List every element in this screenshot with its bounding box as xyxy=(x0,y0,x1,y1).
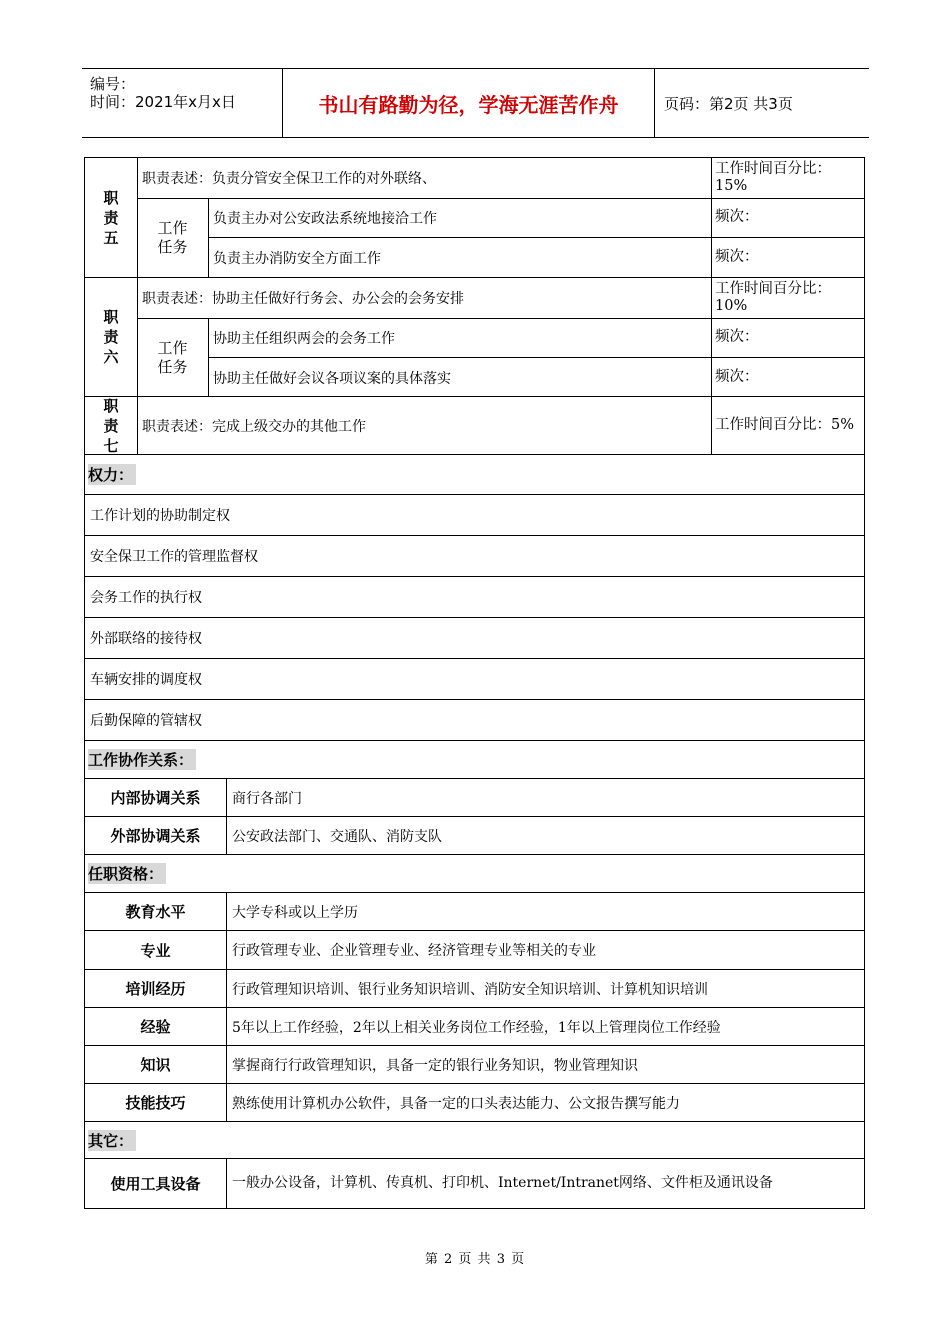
qualification-value: 5年以上工作经验，2年以上相关业务岗位工作经验，1年以上管理岗位工作经验 xyxy=(226,1008,864,1045)
page-header xyxy=(82,68,869,138)
duty-percent: 工作时间百分比： 10% xyxy=(711,278,864,318)
task-label: 工作 任务 xyxy=(137,198,209,277)
relation-value: 公安政法部门、交通队、消防支队 xyxy=(226,817,864,854)
relation-row xyxy=(85,778,864,816)
power-row xyxy=(85,576,864,617)
duty-label: 职 责 七 xyxy=(85,397,138,454)
qualification-label: 教育水平 xyxy=(125,903,186,921)
task-item: 协助主任组织两会的会务工作 xyxy=(213,330,395,347)
task-item: 负责主办对公安政法系统地接洽工作 xyxy=(213,210,437,227)
qualification-label: 培训经历 xyxy=(125,980,186,998)
power-item: 车辆安排的调度权 xyxy=(90,672,202,688)
qualification-value: 行政管理知识培训、银行业务知识培训、消防安全知识培训、计算机知识培训 xyxy=(226,970,864,1007)
power-row xyxy=(85,535,864,576)
relation-label: 内部协调关系 xyxy=(110,789,201,807)
duty-label: 职 责 六 xyxy=(85,278,138,396)
powers-title: 权力： xyxy=(88,464,136,485)
relations-section-header xyxy=(85,740,864,778)
qualification-row xyxy=(85,1045,864,1083)
other-row xyxy=(85,1158,864,1208)
qualification-row xyxy=(85,969,864,1007)
relation-label: 外部协调关系 xyxy=(110,827,201,845)
task-item: 负责主办消防安全方面工作 xyxy=(213,250,381,267)
job-description-table xyxy=(84,157,865,1209)
qualifications-title: 任职资格： xyxy=(88,863,166,884)
qualification-row xyxy=(85,930,864,969)
power-item: 安全保卫工作的管理监督权 xyxy=(90,549,258,565)
header-motto: 书山有路勤为径，学海无涯苦作舟 xyxy=(283,69,655,137)
qualification-value: 掌握商行行政管理知识，具备一定的银行业务知识，物业管理知识 xyxy=(226,1046,864,1083)
qualification-label: 专业 xyxy=(140,941,171,960)
relations-title: 工作协作关系： xyxy=(88,749,196,770)
duty-percent: 工作时间百分比： 15% xyxy=(711,158,864,198)
qualification-row xyxy=(85,892,864,930)
date-label: 时间：2021年x月x日 xyxy=(90,93,236,111)
qualification-label: 技能技巧 xyxy=(125,1094,186,1112)
header-meta xyxy=(82,69,283,137)
power-row xyxy=(85,699,864,740)
others-section-header xyxy=(85,1121,864,1158)
task-frequency: 频次： xyxy=(711,318,864,357)
qualification-row xyxy=(85,1083,864,1121)
relation-value: 商行各部门 xyxy=(226,779,864,816)
power-row xyxy=(85,494,864,535)
duty-description: 职责表述：完成上级交办的其他工作 xyxy=(142,418,366,435)
power-item: 工作计划的协助制定权 xyxy=(90,508,230,524)
duty-block-7 xyxy=(85,396,864,454)
task-frequency: 频次： xyxy=(711,238,864,277)
relation-row xyxy=(85,816,864,854)
task-frequency: 频次： xyxy=(711,358,864,397)
qualification-value: 大学专科或以上学历 xyxy=(226,893,864,930)
power-item: 后勤保障的管辖权 xyxy=(90,713,202,729)
duty-label: 职 责 五 xyxy=(85,158,138,277)
power-item: 会务工作的执行权 xyxy=(90,590,202,606)
power-row xyxy=(85,658,864,699)
qualification-label: 经验 xyxy=(140,1018,171,1036)
duty-description: 职责表述：协助主任做好行务会、办公会的会务安排 xyxy=(142,291,464,307)
other-value: 一般办公设备，计算机、传真机、打印机、Internet/Intranet网络、文件柜及通讯设备 xyxy=(226,1159,864,1208)
task-frequency: 频次： xyxy=(711,198,864,237)
power-row xyxy=(85,617,864,658)
duty-block-6 xyxy=(85,277,864,396)
task-item: 协助主任做好会议各项议案的具体落实 xyxy=(213,370,451,387)
powers-section-header xyxy=(85,454,864,494)
duty-description: 职责表述：负责分管安全保卫工作的对外联络、 xyxy=(142,171,436,187)
code-label: 编号： xyxy=(90,75,136,93)
qualification-row xyxy=(85,1007,864,1045)
page-number-label: 页码：第2页 共3页 xyxy=(664,94,793,113)
duty-block-5 xyxy=(85,158,864,277)
qualification-label: 知识 xyxy=(140,1056,171,1074)
qualifications-section-header xyxy=(85,854,864,892)
duty-percent: 工作时间百分比：5% xyxy=(711,397,864,454)
task-label: 工作 任务 xyxy=(137,318,209,397)
power-item: 外部联络的接待权 xyxy=(90,631,202,647)
other-label: 使用工具设备 xyxy=(110,1175,201,1193)
qualification-value: 行政管理专业、企业管理专业、经济管理专业等相关的专业 xyxy=(226,931,864,969)
qualification-value: 熟练使用计算机办公软件，具备一定的口头表达能力、公文报告撰写能力 xyxy=(226,1084,864,1121)
others-title: 其它： xyxy=(88,1130,136,1151)
page-footer: 第 2 页 共 3 页 xyxy=(424,1252,526,1267)
